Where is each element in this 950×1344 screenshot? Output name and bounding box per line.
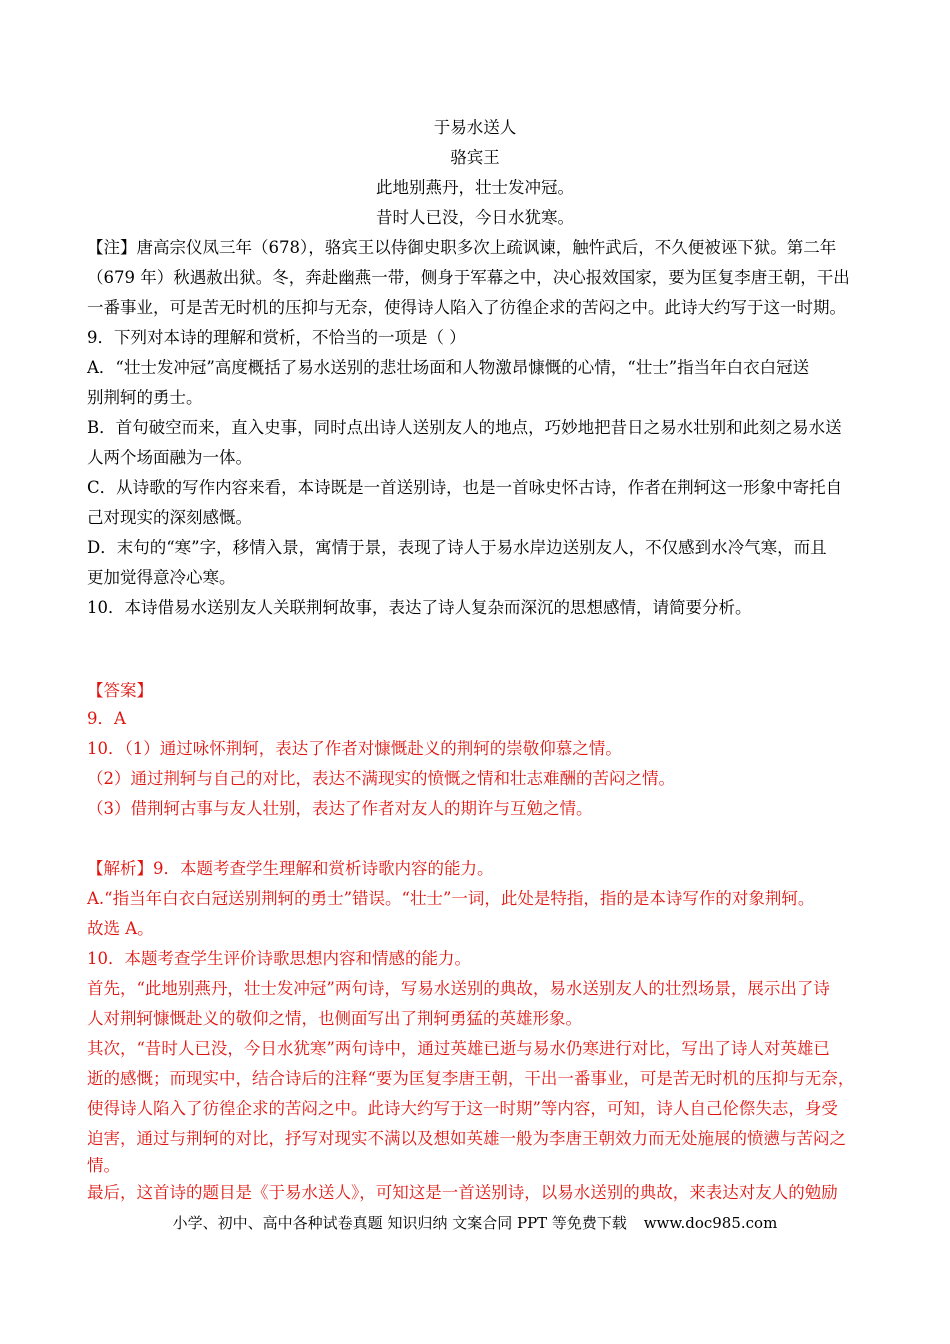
note-line: （679 年）秋遇赦出狱。冬，奔赴幽燕一带，侧身于军幕之中，决心报效国家，要为匡复李唐王朝，干出 (87, 268, 850, 287)
option-line: D．末句的“寒”字，移情入景，寓情于景，表现了诗人于易水岸边送别友人，不仅感到水冷气寒，而且 (87, 538, 827, 557)
analysis-line: 迫害，通过与荆轲的对比，抒写对现实不满以及想如英雄一般为李唐王朝效力而无处施展的愤懑与苦闷之 (87, 1129, 846, 1148)
option-line: C．从诗歌的写作内容来看，本诗既是一首送别诗，也是一首咏史怀古诗，作者在荆轲这一形象中寄托自 (87, 478, 843, 497)
option-line: 人两个场面融为一体。 (87, 448, 252, 467)
poem-line: 昔时人已没，今日水犹寒。 (376, 208, 574, 227)
footer-text: 小学、初中、高中各种试卷真题 知识归纳 文案合同 PPT 等免费下载 (172, 1214, 627, 1232)
question-10-stem: 10．本诗借易水送别友人关联荆轲故事，表达了诗人复杂而深沉的思想感情，请简要分析。 (87, 598, 752, 617)
poem-line: 此地别燕丹，壮士发冲冠。 (376, 178, 574, 197)
analysis-heading: 【解析】9．本题考查学生理解和赏析诗歌内容的能力。 (87, 859, 494, 878)
option-line: A．“壮士发冲冠”高度概括了易水送别的悲壮场面和人物激昂慷慨的心情，“壮士”指当年白衣白冠送 (87, 358, 810, 377)
answer-10-line: （3）借荆轲古事与友人壮别，表达了作者对友人的期许与互勉之情。 (87, 799, 593, 818)
option-line: B．首句破空而来，直入史事，同时点出诗人送别友人的地点，巧妙地把昔日之易水壮别和此刻之易水送 (87, 418, 842, 437)
analysis-line: 情。 (87, 1156, 120, 1175)
analysis-line: 使得诗人陷入了彷徨企求的苦闷之中。此诗大约写于这一时期”等内容，可知，诗人自己伦傺失志，身受 (87, 1099, 838, 1118)
analysis-line: 故选 A。 (87, 919, 154, 938)
analysis-line: 人对荆轲慷慨赴义的敬仰之情，也侧面写出了荆轲勇猛的英雄形象。 (87, 1009, 582, 1028)
analysis-line: 逝的感慨；而现实中，结合诗后的注释“要为匡复李唐王朝，干出一番事业，可是苦无时机的压抑与无奈， (87, 1069, 855, 1088)
answer-9: 9．A (87, 709, 126, 728)
answer-heading: 【答案】 (87, 681, 153, 700)
analysis-line: A.“指当年白衣白冠送别荆轲的勇士”错误。“壮士”一词，此处是特指，指的是本诗写作的对象荆轲。 (87, 889, 815, 908)
analysis-line: 其次，“昔时人已没，今日水犹寒”两句诗中，通过英雄已逝与易水仍寒进行对比，写出了诗人对英雄已 (87, 1039, 830, 1058)
note-line: 【注】唐高宗仪凤三年（678），骆宾王以侍御史职多次上疏讽谏，触忤武后，不久便被诬下狱。第二年 (87, 238, 837, 257)
option-line: 己对现实的深刻感慨。 (87, 508, 252, 527)
analysis-line: 首先，“此地别燕丹，壮士发冲冠”两句诗，写易水送别的典故，易水送别友人的壮烈场景，展示出了诗 (87, 979, 830, 998)
question-9-stem: 9．下列对本诗的理解和赏析，不恰当的一项是（ ） (87, 328, 466, 347)
option-line: 更加觉得意冷心寒。 (87, 568, 236, 587)
note-line: 一番事业，可是苦无时机的压抑与无奈，使得诗人陷入了彷徨企求的苦闷之中。此诗大约写于这一时期。 (87, 298, 846, 317)
page-footer (0, 1212, 950, 1233)
poem-author: 骆宾王 (450, 148, 500, 167)
footer-url-link[interactable]: www.doc985.com (643, 1214, 778, 1232)
option-line: 别荆轲的勇士。 (87, 388, 203, 407)
poem-title: 于易水送人 (433, 118, 517, 137)
analysis-line: 最后，这首诗的题目是《于易水送人》，可知这是一首送别诗，以易水送别的典故，来表达对友人的勉励 (87, 1183, 838, 1202)
analysis-line: 10．本题考查学生评价诗歌思想内容和情感的能力。 (87, 949, 471, 968)
answer-10-line: （2）通过荆轲与自己的对比，表达不满现实的愤慨之情和壮志难酬的苦闷之情。 (87, 769, 675, 788)
answer-10-line: 10．（1）通过咏怀荆轲，表达了作者对慷慨赴义的荆轲的崇敬仰慕之情。 (87, 739, 622, 758)
